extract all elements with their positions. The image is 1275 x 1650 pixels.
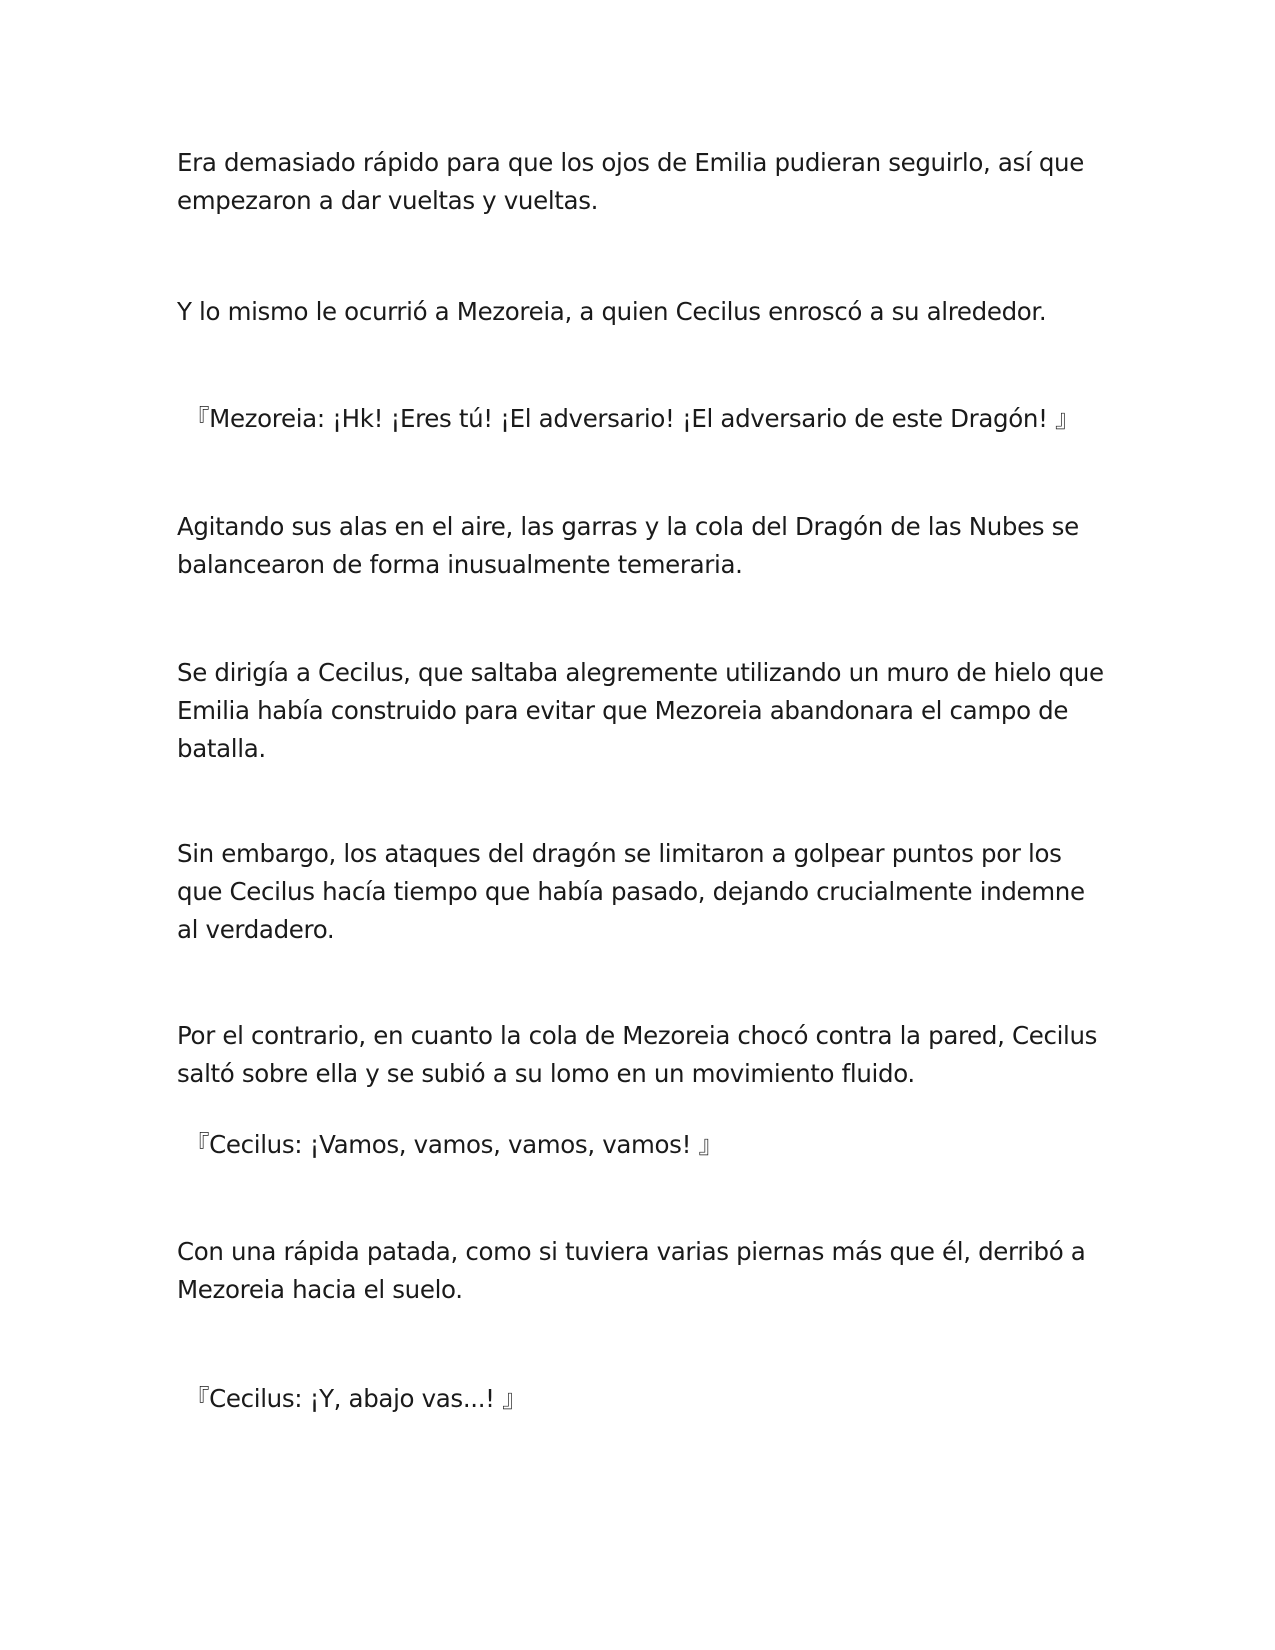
dialogue-line-3: 『Cecilus: ¡Y, abajo vas...! 』 bbox=[185, 1384, 527, 1413]
paragraph-4: Se dirigía a Cecilus, que saltaba alegremente utilizando un muro de hielo que Emilia había construido para evitar que Mezoreia abandonara el campo de batalla. bbox=[177, 658, 1104, 763]
paragraph-7: Con una rápida patada, como si tuviera varias piernas más que él, derribó a Mezoreia hacia el suelo. bbox=[177, 1237, 1086, 1304]
paragraph-1: Era demasiado rápido para que los ojos de Emilia pudieran seguirlo, así que empezaron a dar vueltas y vueltas. bbox=[177, 148, 1084, 215]
paragraph-6: Por el contrario, en cuanto la cola de Mezoreia chocó contra la pared, Cecilus saltó sobre ella y se subió a su lomo en un movimiento fluido. bbox=[177, 1021, 1098, 1088]
dialogue-line-2: 『Cecilus: ¡Vamos, vamos, vamos, vamos! 』 bbox=[185, 1130, 723, 1159]
dialogue-line-1: 『Mezoreia: ¡Hk! ¡Eres tú! ¡El adversario! ¡El adversario de este Dragón! 』 bbox=[185, 404, 1080, 433]
paragraph-3: Agitando sus alas en el aire, las garras y la cola del Dragón de las Nubes se balancearon de forma inusualmente temeraria. bbox=[177, 512, 1079, 579]
paragraph-2: Y lo mismo le ocurrió a Mezoreia, a quien Cecilus enroscó a su alrededor. bbox=[177, 297, 1047, 326]
paragraph-5: Sin embargo, los ataques del dragón se limitaron a golpear puntos por los que Cecilus hacía tiempo que había pasado, dejando crucialmente indemne al verdadero. bbox=[177, 839, 1085, 944]
